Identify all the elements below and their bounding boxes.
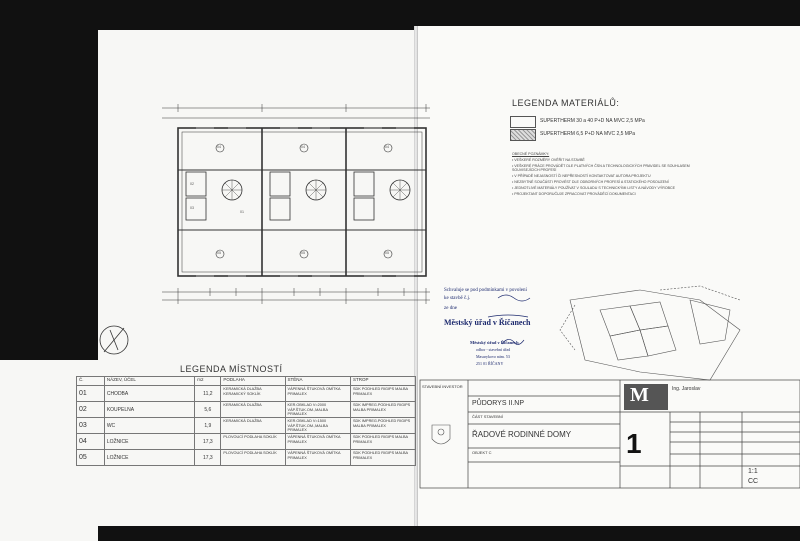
room-wall: KER.OBKLAD V=1500 VÁP.ŠTUK.OM.,MALBA PRIMALEX <box>285 418 350 434</box>
drawing-title: PŮDORYS II.NP <box>472 400 524 407</box>
investor-label: STAVEBNÍ INVESTOR <box>422 384 463 389</box>
scale: 1:1 <box>748 468 758 475</box>
room-ceiling: SDK PODHLED RIGIPS MALBA PRIMALEX <box>350 434 415 450</box>
plan-room-label: 05 <box>217 251 221 255</box>
room-floor: KERAMICKÁ DLAŽBA <box>221 418 285 434</box>
room-number: 02 <box>77 402 105 418</box>
approval-line-2: ke stavbě č.j. <box>444 296 471 301</box>
room-ceiling: SDK IMPREG.PODHLED RIGIPS MALBA PRIMALEX <box>350 402 415 418</box>
plan-room-label: 04 <box>301 145 305 149</box>
object-label: OBJEKT C <box>472 450 492 455</box>
room-area: 5,6 <box>195 402 221 418</box>
room-floor: PLOVOUCÍ PODLAHA SOKLÍK <box>221 434 285 450</box>
col-header: NÁZEV, ÚČEL <box>104 377 194 386</box>
room-wall: VÁPENNÁ ŠTUKOVÁ OMÍTKA PRIMALEX <box>285 386 350 402</box>
room-name: LOŽNICE <box>104 450 194 466</box>
notes-title: OBECNÉ POZNÁMKY: <box>512 152 550 156</box>
room-wall: VÁPENNÁ ŠTUKOVÁ OMÍTKA PRIMALEX <box>285 434 350 450</box>
room-name: KOUPELNA <box>104 402 194 418</box>
room-area: 17,3 <box>195 450 221 466</box>
room-wall: VÁPENNÁ ŠTUKOVÁ OMÍTKA PRIMALEX <box>285 450 350 466</box>
plan-room-label: 05 <box>385 251 389 255</box>
plan-room-label: 04 <box>385 145 389 149</box>
room-ceiling: SDK PODHLED RIGIPS MALBA PRIMALEX <box>350 386 415 402</box>
note-item: • VEŠKERÉ ROZMĚRY OVĚŘIT NA STAVBĚ <box>512 157 585 162</box>
plan-room-label: 03 <box>190 206 194 210</box>
room-ceiling: SDK PODHLED RIGIPS MALBA PRIMALEX <box>350 450 415 466</box>
table-row <box>77 386 416 402</box>
room-area: 17,3 <box>195 434 221 450</box>
room-floor: KERAMICKÁ DLAŽBA <box>221 402 285 418</box>
room-number: 03 <box>77 418 105 434</box>
room-legend-table <box>76 376 416 466</box>
material-swatch-plain <box>510 116 536 128</box>
office-stamp-name: Městský úřad v Říčanech <box>470 340 519 345</box>
col-header: Č. <box>77 377 105 386</box>
material-label: SUPERTHERM 30 a 40 P+D NA MVC 2,5 MPa <box>540 118 645 124</box>
project-title: ŘADOVÉ RODINNÉ DOMY <box>472 430 572 439</box>
plan-room-label: 02 <box>190 182 194 186</box>
note-item: • VEŠKERÉ PRÁCE PROVÁDĚT DLE PLATNÝCH ČSN A TECHNOLOGICKÝCH PRAVIDEL SE SOUHLASEM SOUVISEJÍCÍCH PROFESÍ <box>512 163 690 173</box>
material-swatch-hatched <box>510 129 536 141</box>
table-header-row <box>77 377 416 386</box>
note-item: • PROJEKTANT DOPORUČUJE ZPRACOVAT PROVÁDĚCÍ DOKUMENTACI <box>512 191 636 196</box>
room-number: 04 <box>77 434 105 450</box>
table-row <box>77 402 416 418</box>
material-legend-title: LEGENDA MATERIÁLŮ: <box>512 98 620 108</box>
room-legend-title: LEGENDA MÍSTNOSTÍ <box>180 364 283 374</box>
table-row <box>77 450 416 466</box>
room-floor: KERAMICKÁ DLAŽBA KERAMICKÝ SOKLÍK <box>221 386 285 402</box>
material-label: SUPERTHERM 6,5 P+D NA MVC 2,5 MPa <box>540 131 636 137</box>
office-stamp-city: 251 01 ŘÍČANY <box>476 361 504 366</box>
room-ceiling: SDK IMPREG.PODHLED RIGIPS MALBA PRIMALEX <box>350 418 415 434</box>
plan-room-label: 04 <box>217 145 221 149</box>
room-name: LOŽNICE <box>104 434 194 450</box>
note-item: • NEZBYTNÉ SOUČÁSTI PROVÉST DLE ODBORNÝCH PROFESÍ A STATICKÉHO POSOUZENÍ <box>512 179 669 184</box>
room-number: 01 <box>77 386 105 402</box>
note-item: • V PŘÍPADĚ NEJASNOSTÍ ČI NEPŘESNOSTÍ KONTAKTOVAT AUTORA PROJEKTU <box>512 174 651 179</box>
room-name: WC <box>104 418 194 434</box>
table-row <box>77 418 416 434</box>
approval-line-3: ze dne <box>444 306 457 311</box>
col-header: m2 <box>195 377 221 386</box>
general-notes <box>512 152 712 197</box>
author-label: Ing. Jaroslav <box>672 386 701 392</box>
company-logo: M <box>630 384 649 406</box>
note-item: • JEDNOTLIVÉ MATERIÁLY POUŽÍVAT V SOULADU S TECHNICKÝMI LISTY A NÁVODY VÝROBCE <box>512 185 676 190</box>
plan-room-label: 01 <box>240 210 244 214</box>
office-stamp-street: Masarykovo nám. 53 <box>476 354 510 359</box>
format: CC <box>748 478 759 485</box>
room-name: CHODBA <box>104 386 194 402</box>
col-header: STROP <box>350 377 415 386</box>
room-area: 1,9 <box>195 418 221 434</box>
approval-line-1: Schvaluje se pod podmínkami v povolení <box>444 288 527 293</box>
approval-office-stamp: Městský úřad v Říčanech <box>444 318 531 327</box>
table-row <box>77 434 416 450</box>
room-area: 11,2 <box>195 386 221 402</box>
part-label: ČÁST STAVEBNÍ <box>472 414 503 419</box>
sheet-number: 1 <box>626 428 642 459</box>
room-wall: KER.OBKLAD V=2000 VÁP.ŠTUK.OM.,MALBA PRIMALEX <box>285 402 350 418</box>
col-header: PODLAHA <box>221 377 285 386</box>
room-number: 05 <box>77 450 105 466</box>
plan-room-label: 05 <box>301 251 305 255</box>
col-header: STĚNA <box>285 377 350 386</box>
room-floor: PLOVOUCÍ PODLAHA SOKLÍK <box>221 450 285 466</box>
office-stamp-dept: odbor - stavební úřad <box>476 347 511 352</box>
